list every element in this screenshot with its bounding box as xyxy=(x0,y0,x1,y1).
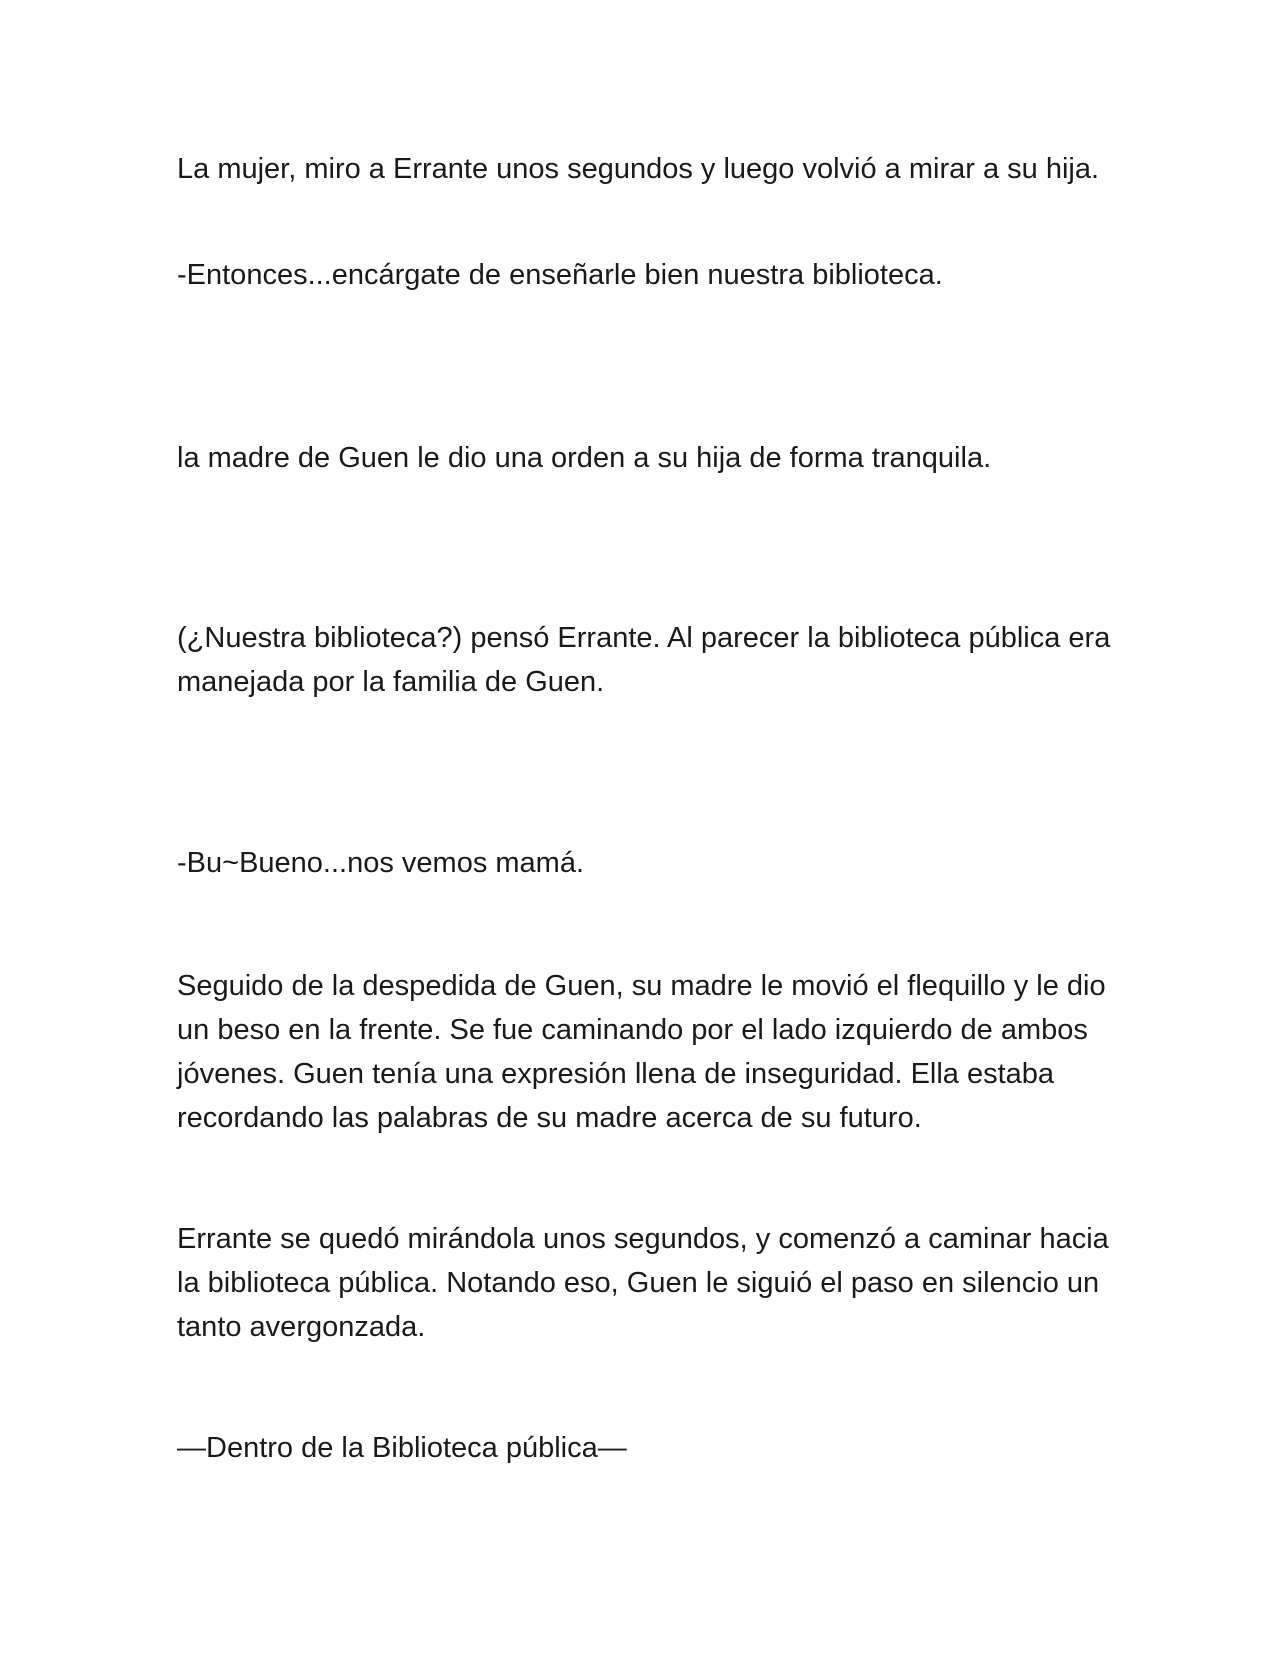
dialogue-show-library: -Entonces...encárgate de enseñarle bien nuestra biblioteca. xyxy=(177,259,943,291)
paragraph-walk-to-library: Errante se quedó mirándola unos segundos, y comenzó a caminar hacia la biblioteca pública. Notando eso, Guen le siguió el paso en silencio un tanto avergonzada. xyxy=(177,1223,1109,1343)
paragraph-our-library: (¿Nuestra biblioteca?) pensó Errante. Al parecer la biblioteca pública era manejada por la familia de Guen. xyxy=(177,622,1111,698)
paragraph-mother-order: la madre de Guen le dio una orden a su hija de forma tranquila. xyxy=(177,442,992,474)
paragraph-farewell: Seguido de la despedida de Guen, su madre le movió el flequillo y le dio un beso en la frente. Se fue caminando por el lado izquierdo de ambos jóvenes. Guen tenía una expresión llena de inseguridad. Ella estaba recordando las palabras de su madre acerca de su futuro. xyxy=(177,970,1106,1134)
paragraph-mother-looks: La mujer, miro a Errante unos segundos y luego volvió a mirar a su hija. xyxy=(177,153,1100,185)
scene-break-heading: —Dentro de la Biblioteca pública— xyxy=(177,1432,627,1464)
dialogue-goodbye: -Bu~Bueno...nos vemos mamá. xyxy=(177,847,585,879)
